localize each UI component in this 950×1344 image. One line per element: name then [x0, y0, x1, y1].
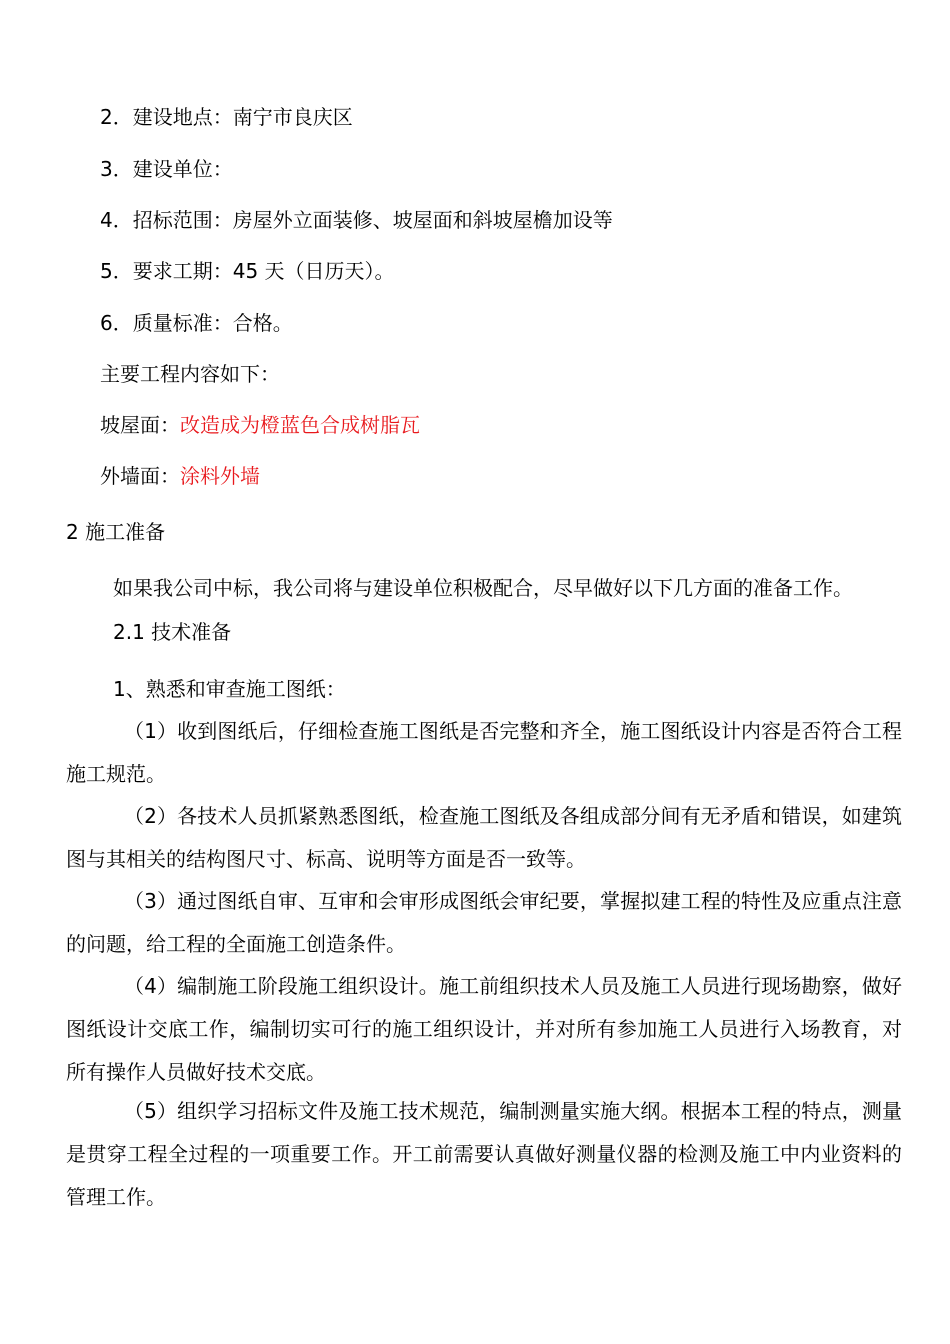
- item-paragraph: （1）收到图纸后，仔细检查施工图纸是否完整和齐全，施工图纸设计内容是否符合工程施工规范。: [66, 719, 902, 786]
- item-paragraph: （3）通过图纸自审、互审和会审形成图纸会审纪要，掌握拟建工程的特性及应重点注意的问题，给工程的全面施工创造条件。: [66, 889, 902, 956]
- item-paragraph: （2）各技术人员抓紧熟悉图纸，检查施工图纸及各组成部分间有无矛盾和错误，如建筑图与其相关的结构图尺寸、标高、说明等方面是否一致等。: [66, 804, 902, 871]
- drawings-heading: 1、熟悉和审查施工图纸：: [113, 677, 346, 701]
- wall-label: 外墙面：: [100, 464, 180, 488]
- roof-value: 改造成为橙蓝色合成树脂瓦: [180, 413, 420, 437]
- quality-line: 6．质量标准：合格。: [100, 311, 293, 335]
- duration-line: 5．要求工期：45 天（日历天）。: [100, 259, 395, 283]
- wall-value: 涂料外墙: [180, 464, 260, 488]
- intro-paragraph: 如果我公司中标，我公司将与建设单位积极配合，尽早做好以下几方面的准备工作。: [113, 576, 853, 600]
- unit-line: 3．建设单位：: [100, 157, 233, 181]
- roof-label: 坡屋面：: [100, 413, 180, 437]
- location-line: 2．建设地点：南宁市良庆区: [100, 105, 353, 129]
- subsection-heading: 2.1 技术准备: [113, 620, 232, 644]
- wall-line: [100, 462, 260, 490]
- scope-line: 4．招标范围：房屋外立面装修、坡屋面和斜坡屋檐加设等: [100, 208, 613, 232]
- item-paragraph: （5）组织学习招标文件及施工技术规范，编制测量实施大纲。根据本工程的特点，测量是贯穿工程全过程的一项重要工作。开工前需要认真做好测量仪器的检测及施工中内业资料的管理工作。: [66, 1099, 902, 1209]
- content-heading: 主要工程内容如下：: [100, 362, 280, 386]
- section-heading: 2 施工准备: [66, 520, 166, 544]
- roof-line: [100, 411, 420, 439]
- item-paragraph: （4）编制施工阶段施工组织设计。施工前组织技术人员及施工人员进行现场勘察，做好图纸设计交底工作，编制切实可行的施工组织设计，并对所有参加施工人员进行入场教育，对所有操作人员做好技术交底。: [66, 974, 902, 1084]
